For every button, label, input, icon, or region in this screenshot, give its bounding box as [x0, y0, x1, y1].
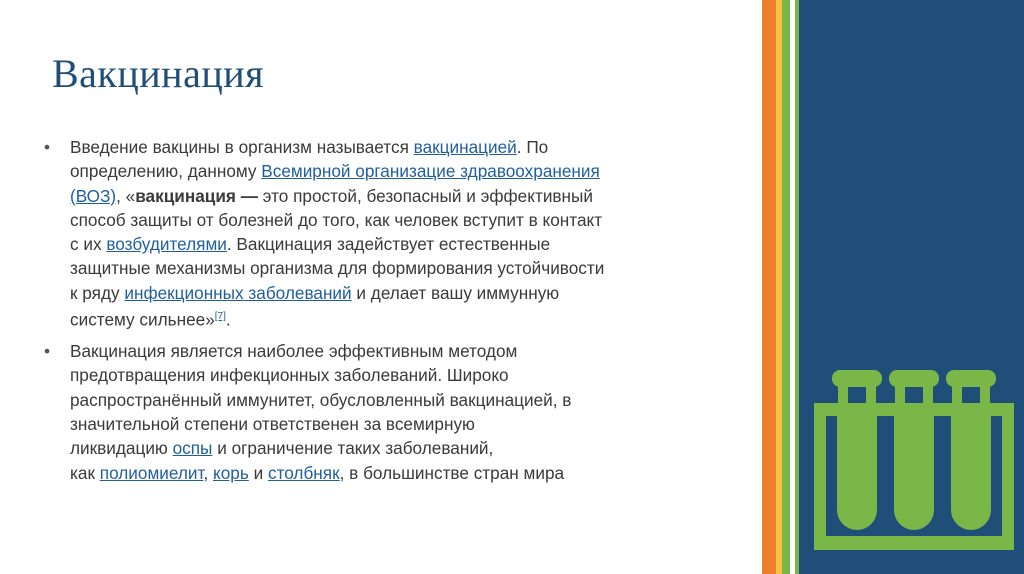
text-line: Вакцинация является наиболее эффективным методом	[70, 341, 518, 362]
text-run: как	[70, 462, 100, 483]
bold-term: вакцинация —	[135, 185, 258, 206]
test-tube-rack-icon	[814, 370, 1014, 550]
link-who-abbr[interactable]: (ВОЗ)	[70, 185, 117, 206]
link-infectious-diseases[interactable]: инфекционных заболеваний	[124, 282, 352, 303]
green-stripe	[782, 0, 790, 574]
text-line	[70, 305, 744, 332]
text-run: к ряду	[70, 282, 125, 303]
text-line	[70, 436, 744, 460]
text-run: с их	[70, 234, 107, 255]
text-run: , «	[116, 185, 136, 206]
text-line: распространённый иммунитет, обусловленный вакцинацией, в	[70, 389, 572, 410]
text-run: ликвидацию	[70, 438, 173, 459]
bullet-marker: •	[44, 341, 51, 362]
text-line	[70, 232, 744, 256]
bullet-item-2	[44, 339, 744, 485]
link-who[interactable]: Всемирной организацие здравоохранения	[261, 161, 600, 182]
text-run: , в большинстве стран мира	[339, 462, 565, 483]
text-line	[70, 135, 744, 159]
text-line	[70, 184, 744, 208]
text-run: систему сильнее»	[70, 309, 215, 330]
reference-link[interactable]: [7]	[214, 311, 226, 323]
text-run: и	[248, 462, 268, 483]
text-run: это простой, безопасный и эффективный	[257, 185, 594, 206]
link-smallpox[interactable]: оспы	[172, 438, 213, 459]
text-run: и делает вашу иммунную	[351, 282, 560, 303]
orange-stripe	[762, 0, 776, 574]
text-line: способ защиты от болезней до того, как человек вступит в контакт	[70, 209, 603, 230]
link-polio[interactable]: полиомиелит	[99, 462, 204, 483]
link-measles[interactable]: корь	[213, 462, 249, 483]
text-line: предотвращения инфекционных заболеваний. Широко	[70, 365, 509, 386]
text-run: ,	[203, 462, 214, 483]
link-pathogens[interactable]: возбудителями	[106, 234, 227, 255]
text-run: Введение вакцины в организм называется	[70, 137, 414, 157]
bullet-item-1	[44, 135, 744, 332]
link-tetanus[interactable]: столбняк	[267, 462, 340, 483]
link-vaccination[interactable]: вакцинацией	[413, 137, 517, 157]
text-run: .	[225, 309, 231, 330]
bullet-marker: •	[44, 137, 51, 157]
text-line	[70, 281, 744, 305]
text-line: защитные механизмы организма для формирования устойчивости	[70, 258, 605, 279]
slide-title: Вакцинация	[52, 51, 265, 96]
text-run: . Вакцинация задействует естественные	[226, 234, 551, 255]
text-run: определению, данному	[70, 161, 262, 182]
text-line	[70, 461, 744, 485]
text-run: . По	[516, 137, 549, 157]
slide-body	[44, 135, 744, 492]
text-line	[70, 159, 744, 183]
text-line: значительной степени ответственен за всемирную	[70, 414, 475, 434]
text-run: и ограничение таких заболеваний,	[212, 438, 494, 459]
